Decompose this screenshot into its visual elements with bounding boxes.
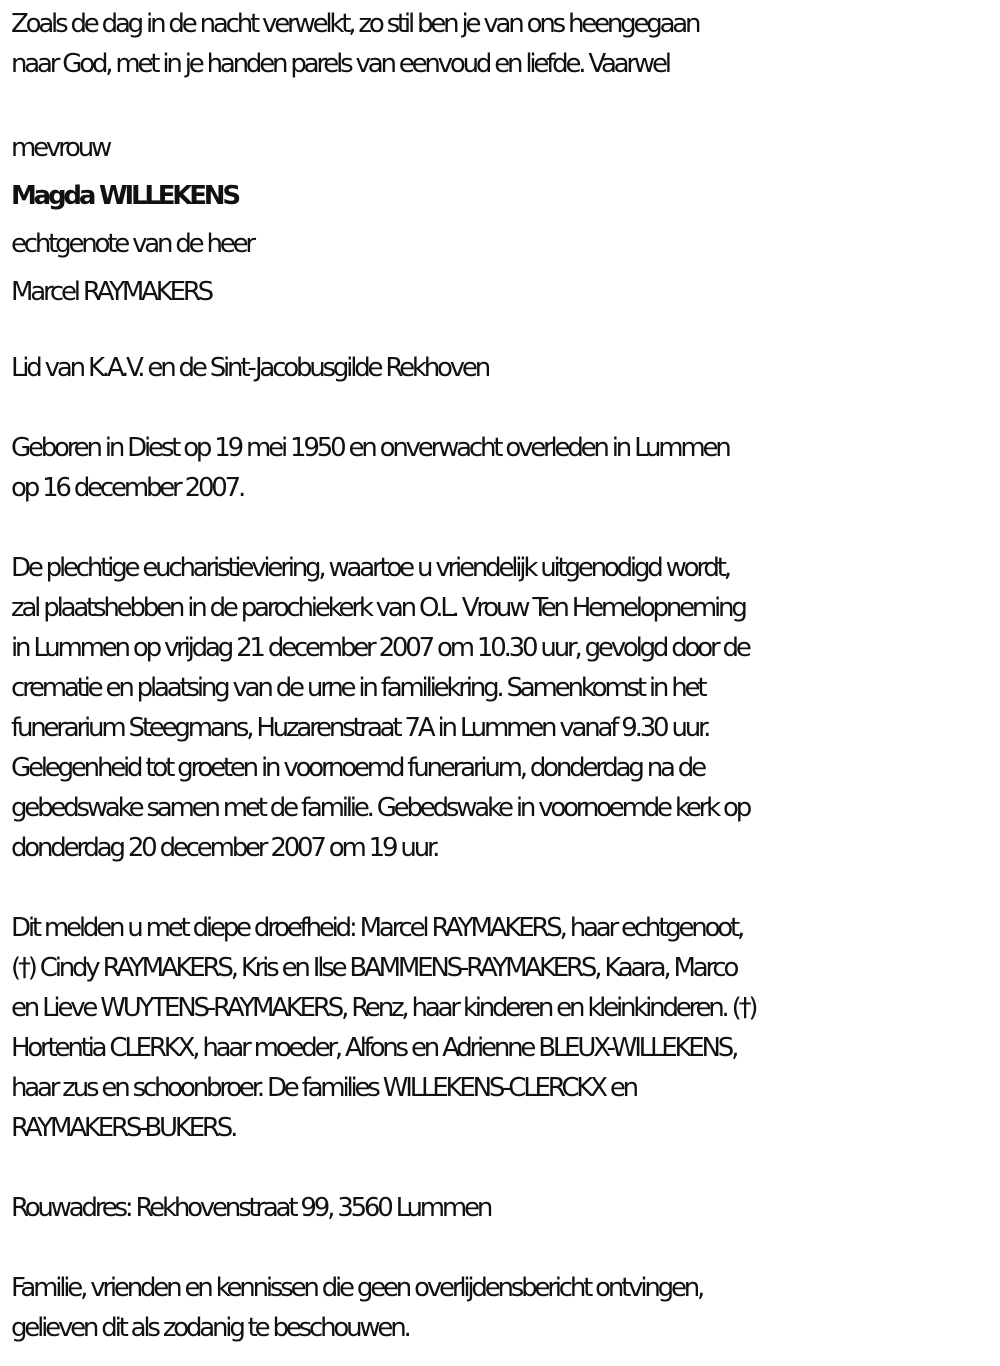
paragraph-line: (†) Cindy RAYMAKERS, Kris en Ilse BAMMENS-RAYMAKERS, Kaara, Marco — [11, 953, 737, 983]
intro-verse — [11, 4, 991, 84]
deceased-name: Magda WILLEKENS — [11, 181, 238, 211]
closing-paragraph — [11, 1268, 991, 1348]
paragraph-line: Geboren in Diest op 19 mei 1950 en onverwacht overleden in Lummen — [11, 433, 729, 463]
ceremony-paragraph — [11, 548, 991, 868]
paragraph-line: gelieven dit als zodanig te beschouwen. — [11, 1313, 409, 1343]
announcement-paragraph — [11, 908, 991, 1148]
relation-text: echtgenote van de heer — [11, 229, 253, 259]
paragraph-line: en Lieve WUYTENS-RAYMAKERS, Renz, haar kinderen en kleinkinderen. (†) — [11, 993, 756, 1023]
intro-line: Zoals de dag in de nacht verwelkt, zo stil ben je van ons heengegaan — [11, 9, 699, 39]
paragraph-line: Gelegenheid tot groeten in voornoemd funerarium, donderdag na de — [11, 753, 704, 783]
intro-line: naar God, met in je handen parels van eenvoud en liefde. Vaarwel — [11, 49, 669, 79]
obituary-document — [11, 4, 991, 1348]
paragraph-line: Dit melden u met diepe droefheid: Marcel RAYMAKERS, haar echtgenoot, — [11, 913, 743, 943]
paragraph-line: funerarium Steegmans, Huzarenstraat 7A in Lummen vanaf 9.30 uur. — [11, 713, 709, 743]
paragraph-line: gebedswake samen met de familie. Gebedswake in voornoemde kerk op — [11, 793, 750, 823]
paragraph-line: in Lummen op vrijdag 21 december 2007 om 10.30 uur, gevolgd door de — [11, 633, 749, 663]
paragraph-line: Hortentia CLERKX, haar moeder, Alfons en Adrienne BLEUX-WILLEKENS, — [11, 1033, 737, 1063]
mourning-address: Rouwadres: Rekhovenstraat 99, 3560 Lummen — [11, 1193, 491, 1223]
paragraph-line: crematie en plaatsing van de urne in familiekring. Samenkomst in het — [11, 673, 705, 703]
spouse-name: Marcel RAYMAKERS — [11, 277, 211, 307]
paragraph-line: zal plaatshebben in de parochiekerk van O.L. Vrouw Ten Hemelopneming — [11, 593, 745, 623]
membership-text: Lid van K.A.V. en de Sint-Jacobusgilde Rekhoven — [11, 353, 488, 383]
honorific: mevrouw — [11, 133, 110, 163]
paragraph-line: RAYMAKERS-BUKERS. — [11, 1113, 236, 1143]
paragraph-line: Familie, vrienden en kennissen die geen overlijdensbericht ontvingen, — [11, 1273, 703, 1303]
paragraph-line: haar zus en schoonbroer. De families WILLEKENS-CLERCKX en — [11, 1073, 636, 1103]
paragraph-line: De plechtige eucharistieviering, waartoe u vriendelijk uitgenodigd wordt, — [11, 553, 729, 583]
deceased-block — [11, 124, 991, 316]
birth-death-paragraph — [11, 428, 991, 508]
paragraph-line: donderdag 20 december 2007 om 19 uur. — [11, 833, 438, 863]
paragraph-line: op 16 december 2007. — [11, 473, 244, 503]
